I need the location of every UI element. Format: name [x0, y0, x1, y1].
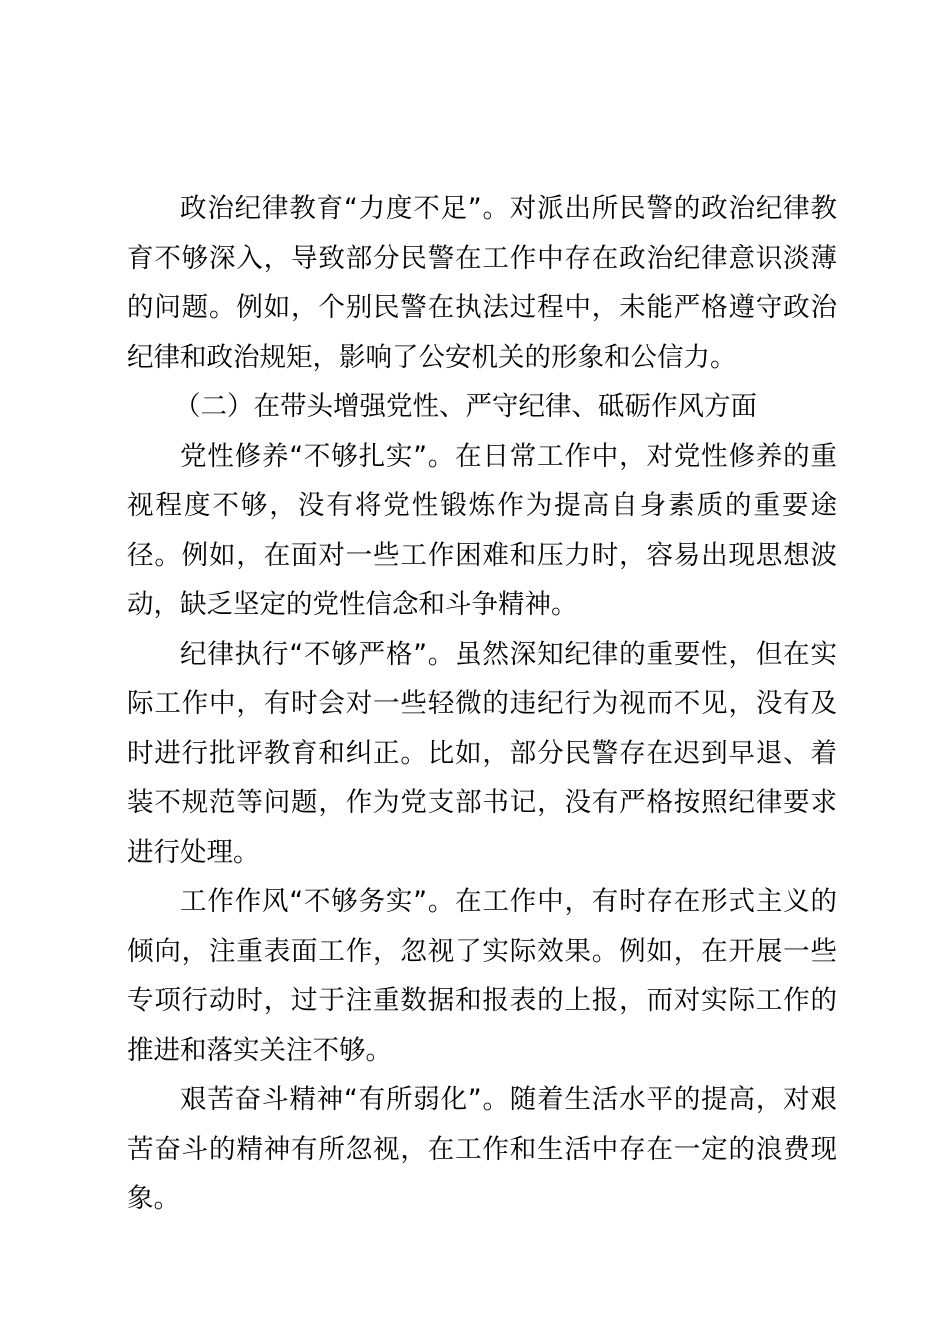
paragraph-party-spirit-cultivation: 党性修养“不够扎实”。在日常工作中，对党性修养的重视程度不够，没有将党性锻炼作为提高自身素质的重要途径。例如，在面对一些工作困难和压力时，容易出现思想波动，缺乏坚定的党性信念和斗争精神。: [127, 440, 837, 620]
paragraph-hard-work-spirit: 艰苦奋斗精神“有所弱化”。随着生活水平的提高，对艰苦奋斗的精神有所忽视，在工作和生活中存在一定的浪费现象。: [127, 1084, 837, 1214]
paragraph-discipline-enforcement: 纪律执行“不够严格”。虽然深知纪律的重要性，但在实际工作中，有时会对一些轻微的违纪行为视而不见，没有及时进行批评教育和纠正。比如，部分民警存在迟到早退、着装不规范等问题，作为党支部书记，没有严格按照纪律要求进行处理。: [127, 638, 837, 868]
paragraph-political-discipline-education: 政治纪律教育“力度不足”。对派出所民警的政治纪律教育不够深入，导致部分民警在工作中存在政治纪律意识淡薄的问题。例如，个别民警在执法过程中，未能严格遵守政治纪律和政治规矩，影响了公安机关的形象和公信力。: [127, 193, 837, 373]
paragraph-work-style: 工作作风“不够务实”。在工作中，有时存在形式主义的倾向，注重表面工作，忽视了实际效果。例如，在开展一些专项行动时，过于注重数据和报表的上报，而对实际工作的推进和落实关注不够。: [127, 886, 837, 1066]
document-page: [127, 184, 837, 1224]
section-heading-two: （二）在带头增强党性、严守纪律、砥砺作风方面: [174, 391, 757, 422]
